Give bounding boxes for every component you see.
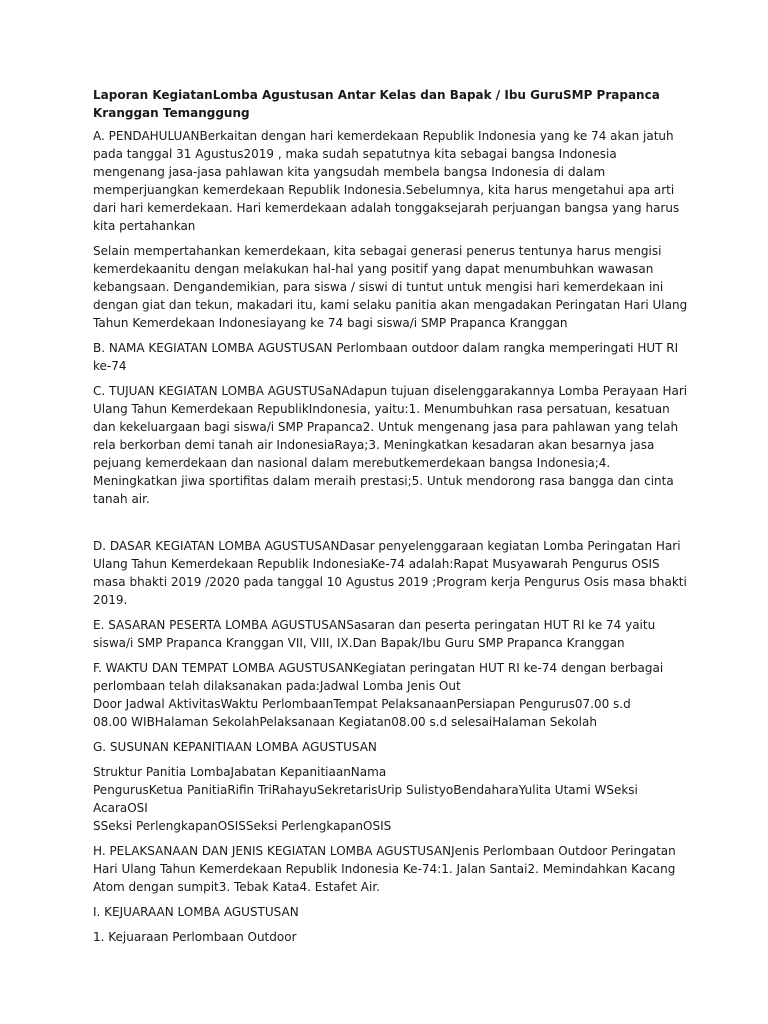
section-a-continuation: Selain mempertahankan kemerdekaan, kita sebagai generasi penerus tentunya harus mengisi kemerdekaanitu dengan melakukan hal-hal yang positif yang dapat menumbuhkan wawasan kebangsaan. Dengandemikian, para siswa / siswi di tuntut untuk mengisi hari kemerdekaan ini dengan giat dan tekun, makadari itu, kami selaku panitia akan mengadakan Peringatan Hari Ulang Tahun Kemerdekaan Indonesiayang ke 74 bagi siswa/i SMP Prapanca Kranggan xyxy=(93,244,688,330)
section-i-heading: I. KEJUARAAN LOMBA AGUSTUSAN xyxy=(93,905,299,919)
document-title: Laporan KegiatanLomba Agustusan Antar Kelas dan Bapak / Ibu GuruSMP Prapanca Kranggan Temanggung xyxy=(93,88,660,120)
section-g-struktur: Struktur Panitia LombaJabatan KepanitiaanNama PengurusKetua PanitiaRifin TriRahayuSekretarisUrip SulistyoBendaharaYulita Utami WSeksi AcaraOSI SSeksi PerlengkapanOSISSeksi PerlengkapanOSIS xyxy=(93,765,638,833)
section-e-sasaran: E. SASARAN PESERTA LOMBA AGUSTUSANSasaran dan peserta peringatan HUT RI ke 74 yaitu siswa/i SMP Prapanca Kranggan VII, VIII, IX.Dan Bapak/Ibu Guru SMP Prapanca Kranggan xyxy=(93,618,656,650)
section-h-pelaksanaan: H. PELAKSANAAN DAN JENIS KEGIATAN LOMBA AGUSTUSANJenis Perlombaan Outdoor Peringatan Hari Ulang Tahun Kemerdekaan Republik Indonesia Ke-74:1. Jalan Santai2. Memindahkan Kacang Atom dengan sumpit3. Tebak Kata4. Estafet Air. xyxy=(93,844,676,894)
section-a-pendahuluan: A. PENDAHULUANBerkaitan dengan hari kemerdekaan Republik Indonesia yang ke 74 akan jatuh pada tanggal 31 Agustus2019 , maka sudah sepatutnya kita sebagai bangsa Indonesia mengenang jasa-jasa pahlawan kita yangsudah membela bangsa Indonesia di dalam memperjuangkan kemerdekaan Republik Indonesia.Sebelumnya, kita harus mengetahui apa arti dari hari kemerdekaan. Hari kemerdekaan adalah tonggaksejarah perjuangan bangsa yang harus kita pertahankan xyxy=(93,129,680,233)
blank-gap xyxy=(93,515,688,537)
section-i-item-1: 1. Kejuaraan Perlombaan Outdoor xyxy=(93,930,297,944)
section-g-heading: G. SUSUNAN KEPANITIAAN LOMBA AGUSTUSAN xyxy=(93,740,377,754)
section-f-waktu-tempat: F. WAKTU DAN TEMPAT LOMBA AGUSTUSANKegiatan peringatan HUT RI ke-74 dengan berbagai perlombaan telah dilaksanakan pada:Jadwal Lomba Jenis Out Door Jadwal AktivitasWaktu PerlombaanTempat PelaksanaanPersiapan Pengurus07.00 s.d 08.00 WIBHalaman SekolahPelaksanaan Kegiatan08.00 s.d selesaiHalaman Sekolah xyxy=(93,661,664,729)
section-c-tujuan: C. TUJUAN KEGIATAN LOMBA AGUSTUSaNAdapun tujuan diselenggarakannya Lomba Perayaan Hari Ulang Tahun Kemerdekaan RepublikIndonesia, yaitu:1. Menumbuhkan rasa persatuan, kesatuan dan kekeluargaan bagi siswa/i SMP Prapanca2. Untuk mengenang jasa para pahlawan yang telah rela berkorban demi tanah air IndonesiaRaya;3. Meningkatkan kesadaran akan besarnya jasa pejuang kemerdekaan dan nasional dalam merebutkemerdekaan bangsa Indonesia;4. Meningkatkan jiwa sportifitas dalam meraih prestasi;5. Untuk mendorong rasa bangga dan cinta tanah air. xyxy=(93,384,688,506)
section-b-nama-kegiatan: B. NAMA KEGIATAN LOMBA AGUSTUSAN Perlombaan outdoor dalam rangka memperingati HUT RI ke-74 xyxy=(93,341,679,373)
section-d-dasar: D. DASAR KEGIATAN LOMBA AGUSTUSANDasar penyelenggaraan kegiatan Lomba Peringatan Hari Ulang Tahun Kemerdekaan Republik IndonesiaKe-74 adalah:Rapat Musyawarah Pengurus OSIS masa bhakti 2019 /2020 pada tanggal 10 Agustus 2019 ;Program kerja Pengurus Osis masa bhakti 2019. xyxy=(93,539,687,607)
